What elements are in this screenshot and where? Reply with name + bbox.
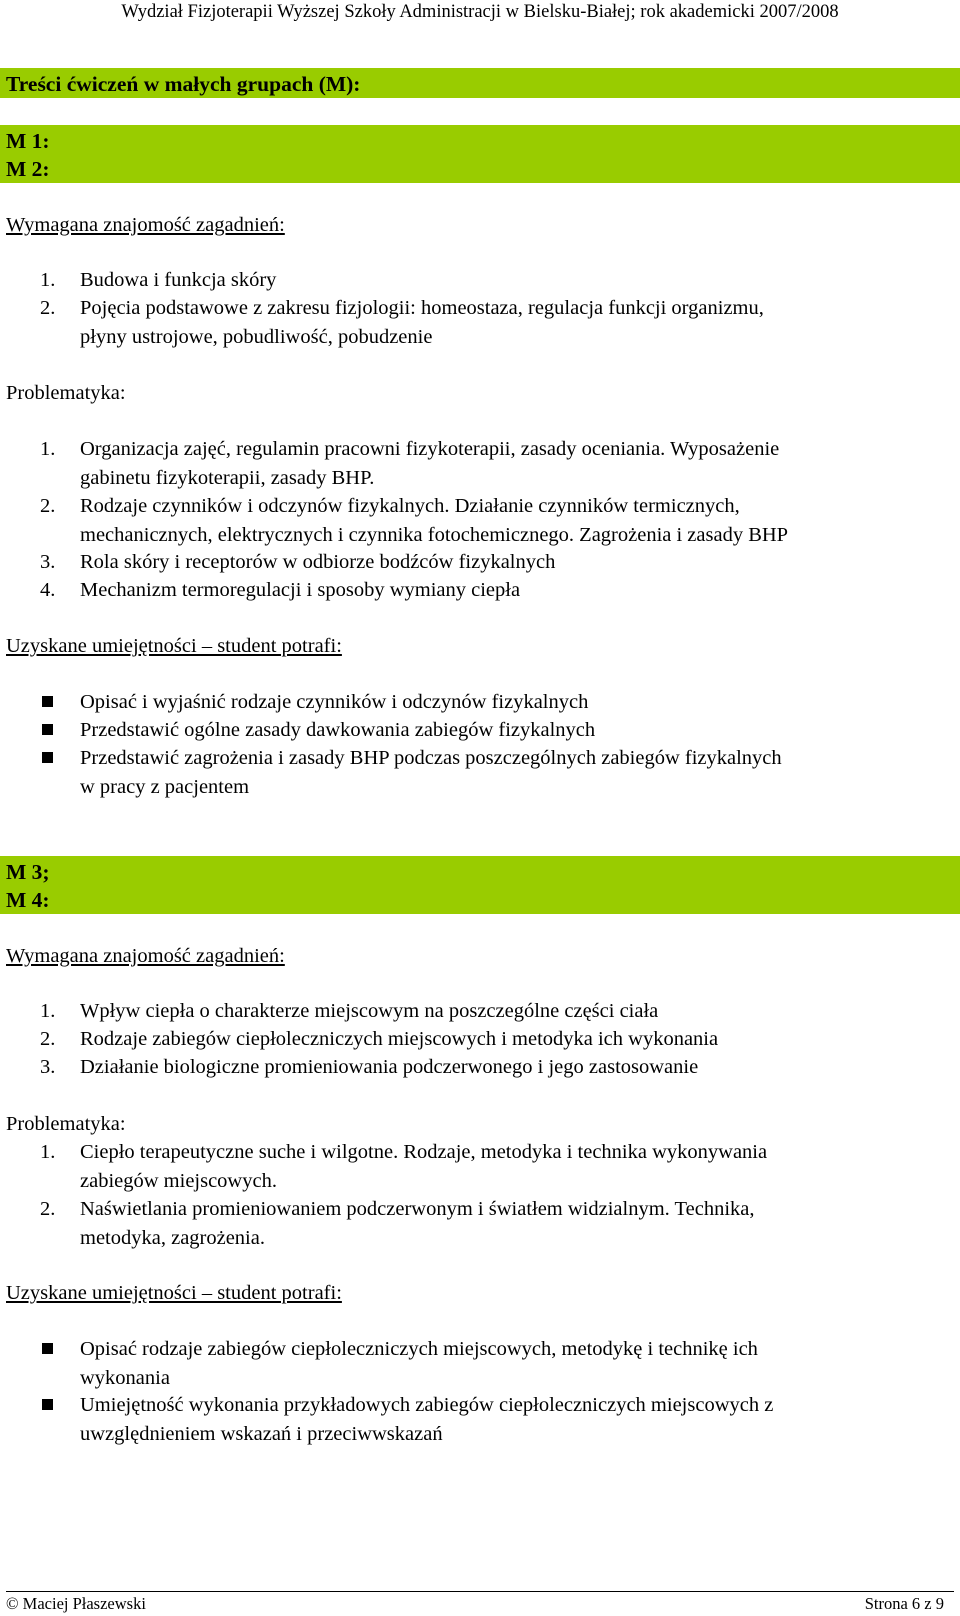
item-line: Rodzaje zabiegów ciepłoleczniczych miejscowych i metodyka ich wykonania <box>80 1028 719 1050</box>
group1-wymagana-label: Wymagana znajomość zagadnień: <box>6 214 285 236</box>
group2-wymagana-num-1: 1. <box>40 1000 56 1022</box>
group2-umiejetnosci-label: Uzyskane umiejętności – student potrafi: <box>6 1282 342 1304</box>
item-line: Rola skóry i receptorów w odbiorze bodźców fizykalnych <box>80 551 556 573</box>
item-line: Wpływ ciepła o charakterze miejscowym na poszczególne części ciała <box>80 1000 659 1022</box>
footer-page-number: Strona 6 z 9 <box>864 1594 944 1613</box>
group2-wymagana-item-1 <box>80 997 950 1026</box>
group1-problematyka-label: Problematyka: <box>6 382 126 404</box>
footer-author: © Maciej Płaszewski <box>6 1594 146 1613</box>
item-line: Opisać i wyjaśnić rodzaje czynników i odczynów fizykalnych <box>80 691 589 713</box>
group1-umiejetnosci-label: Uzyskane umiejętności – student potrafi: <box>6 635 342 657</box>
item-line: Rodzaje czynników i odczynów fizykalnych. Działanie czynników termicznych, <box>80 495 740 517</box>
group1-problematyka-num-1: 1. <box>40 438 56 460</box>
group1-umiejetnosci-item-2 <box>80 716 950 745</box>
bullet-icon <box>42 1399 53 1410</box>
group1-wymagana-num-2: 2. <box>40 297 56 319</box>
bullet-icon <box>42 724 53 735</box>
item-line: Budowa i funkcja skóry <box>80 269 277 291</box>
item-line: uwzględnieniem wskazań i przeciwwskazań <box>80 1422 443 1445</box>
group2-problematyka-num-1: 1. <box>40 1141 56 1163</box>
item-line: Przedstawić ogólne zasady dawkowania zabiegów fizykalnych <box>80 719 596 741</box>
group1-problematyka-item-4 <box>80 576 950 605</box>
group2-problematyka-num-2: 2. <box>40 1198 56 1220</box>
group2-wymagana-item-2 <box>80 1025 950 1054</box>
group1-umiejetnosci-item-1 <box>80 688 950 717</box>
item-line: płyny ustrojowe, pobudliwość, pobudzenie <box>80 325 433 348</box>
item-line: Pojęcia podstawowe z zakresu fizjologii: homeostaza, regulacja funkcji organizmu, <box>80 297 764 319</box>
item-line: w pracy z pacjentem <box>80 775 250 798</box>
group1-problematyka-num-4: 4. <box>40 579 56 601</box>
section-title: Treści ćwiczeń w małych grupach (M): <box>6 72 361 96</box>
group2-problematyka-label: Problematyka: <box>6 1113 126 1135</box>
item-line: Działanie biologiczne promieniowania podczerwonego i jego zastosowanie <box>80 1056 699 1078</box>
bullet-icon <box>42 1343 53 1354</box>
item-line: metodyka, zagrożenia. <box>80 1226 265 1249</box>
item-line: Mechanizm termoregulacji i sposoby wymiany ciepła <box>80 579 521 601</box>
group2-umiejetnosci-item-2 <box>80 1391 950 1448</box>
item-line: mechanicznych, elektrycznych i czynnika fotochemicznego. Zagrożenia i zasady BHP <box>80 523 789 546</box>
group2-wymagana-item-3 <box>80 1053 950 1082</box>
item-line: zabiegów miejscowych. <box>80 1169 277 1192</box>
bullet-icon <box>42 696 53 707</box>
group1-problematyka-item-1 <box>80 435 950 492</box>
group2-wymagana-num-2: 2. <box>40 1028 56 1050</box>
group2-title-line-1: M 3; <box>6 860 50 884</box>
group1-umiejetnosci-item-3 <box>80 744 950 801</box>
group1-problematyka-num-2: 2. <box>40 495 56 517</box>
item-line: Organizacja zajęć, regulamin pracowni fizykoterapii, zasady oceniania. Wyposażenie <box>80 438 780 460</box>
group1-wymagana-num-1: 1. <box>40 269 56 291</box>
group2-umiejetnosci-item-1 <box>80 1335 950 1392</box>
group2-wymagana-label: Wymagana znajomość zagadnień: <box>6 945 285 967</box>
group1-wymagana-item-2 <box>80 294 950 351</box>
group1-problematyka-item-3 <box>80 548 950 577</box>
item-line: Naświetlania promieniowaniem podczerwonym i światłem widzialnym. Technika, <box>80 1198 755 1220</box>
group1-wymagana-item-1 <box>80 266 950 295</box>
footer-divider <box>6 1591 954 1592</box>
group2-problematyka-item-1 <box>80 1138 950 1195</box>
bullet-icon <box>42 752 53 763</box>
item-line: Ciepło terapeutyczne suche i wilgotne. Rodzaje, metodyka i technika wykonywania <box>80 1141 768 1163</box>
item-line: Przedstawić zagrożenia i zasady BHP podczas poszczególnych zabiegów fizykalnych <box>80 747 782 769</box>
page-header: Wydział Fizjoterapii Wyższej Szkoły Administracji w Bielsku-Białej; rok akademicki 2007/2008 <box>121 2 839 22</box>
item-line: gabinetu fizykoterapii, zasady BHP. <box>80 466 375 489</box>
group1-title-line-1: M 1: <box>6 129 50 153</box>
item-line: Umiejętność wykonania przykładowych zabiegów ciepłoleczniczych miejscowych z <box>80 1394 774 1416</box>
group2-problematyka-item-2 <box>80 1195 950 1252</box>
group1-title-line-2: M 2: <box>6 157 50 181</box>
item-line: wykonania <box>80 1366 170 1389</box>
group1-problematyka-num-3: 3. <box>40 551 56 573</box>
group1-problematyka-item-2 <box>80 492 950 549</box>
group2-wymagana-num-3: 3. <box>40 1056 56 1078</box>
group2-title-line-2: M 4: <box>6 888 50 912</box>
item-line: Opisać rodzaje zabiegów ciepłoleczniczych miejscowych, metodykę i technikę ich <box>80 1338 758 1360</box>
